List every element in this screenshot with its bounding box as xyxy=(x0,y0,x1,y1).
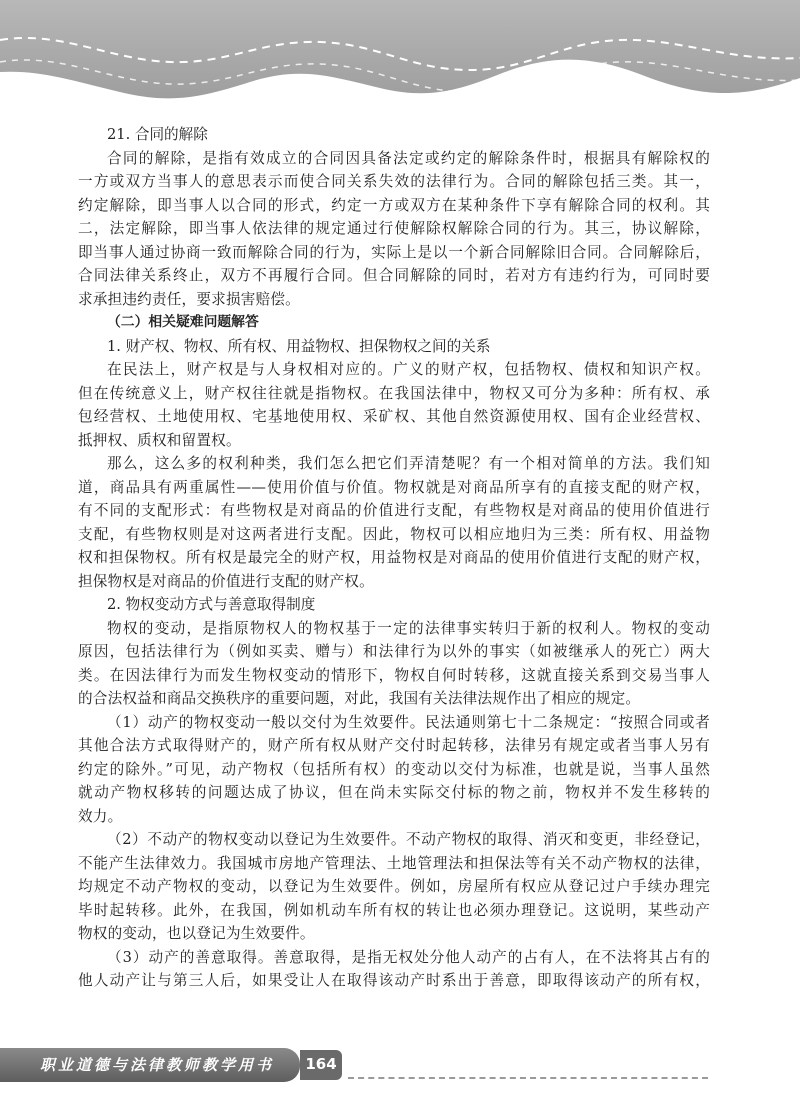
page-number-box xyxy=(300,1050,342,1080)
footer-dashed-divider xyxy=(348,1077,708,1079)
section-21-heading: 21. 合同的解除 xyxy=(107,126,208,143)
text-line: 类。在因法律行为而发生物权变动的情形下，物权自何时转移，这就直接关系到交易当事人 xyxy=(78,666,710,684)
text-line: 抵押权、质权和留置权。 xyxy=(78,431,241,449)
text-line: 道，商品具有两重属性——使用价值与价值。物权就是对商品所享有的直接支配的财产权， xyxy=(78,478,710,496)
text-line: 担保物权是对商品的价值进行支配的财产权。 xyxy=(78,572,374,590)
section-21-paragraph xyxy=(78,147,710,312)
question-2-paragraph-2 xyxy=(78,711,710,829)
question-2-heading: 2. 物权变动方式与善意取得制度 xyxy=(107,596,316,613)
text-line: （1）动产的物权变动一般以交付为生效要件。民法通则第七十二条规定：“按照合同或者 xyxy=(107,713,710,731)
question-1-paragraph-2 xyxy=(78,452,710,593)
part-2-heading: （二）相关疑难问题解答 xyxy=(107,314,259,330)
text-line: 权和担保物权。所有权是最完全的财产权，用益物权是对商品的使用价值进行支配的财产权， xyxy=(78,549,710,566)
text-line: 原因，包括法律行为（例如买卖、赠与）和法律行为以外的事实（如被继承人的死亡）两大 xyxy=(78,643,710,660)
text-line: 在民法上，财产权是与人身权相对应的。广义的财产权，包括物权、债权和知识产权。 xyxy=(107,361,710,378)
text-line: 就动产物权移转的问题达成了协议，但在尚未实际交付标的物之前，物权并不发生移转的 xyxy=(78,784,710,801)
question-1-heading: 1. 财产权、物权、所有权、用益物权、担保物权之间的关系 xyxy=(107,337,491,355)
text-line: 合同的解除，是指有效成立的合同因具备法定或约定的解除条件时，根据具有解除权的 xyxy=(107,149,710,167)
question-2-paragraph-3 xyxy=(78,828,710,946)
text-line: 均规定不动产物权的变动，以登记为生效要件。例如，房屋所有权应从登记过户手续办理完 xyxy=(78,878,710,895)
text-line: 二，法定解除，即当事人依法律的规定通过行使解除权解除合同的行为。其三，协议解除， xyxy=(78,220,710,237)
text-line: 即当事人通过协商一致而解除合同的行为，实际上是以一个新合同解除旧合同。合同解除后， xyxy=(78,243,710,261)
question-1-paragraph-1 xyxy=(78,358,710,452)
text-line: 不能产生法律效力。我国城市房地产管理法、土地管理法和担保法等有关不动产物权的法律， xyxy=(78,854,710,872)
text-line: 但在传统意义上，财产权往往就是指物权。在我国法律中，物权又可分为多种：所有权、承 xyxy=(78,384,710,402)
text-line: 求承担违约责任，要求损害赔偿。 xyxy=(78,290,300,308)
text-line: 物权的变动，是指原物权人的物权基于一定的法律事实转归于新的权利人。物权的变动 xyxy=(107,619,710,637)
footer-title-tab xyxy=(0,1048,300,1082)
text-line: 支配，有些物权则是对这两者进行支配。因此，物权可以相应地归为三类：所有权、用益物 xyxy=(78,525,710,543)
text-line: 毕时起转移。此外，在我国，例如机动车所有权的转让也必须办理登记。这说明，某些动产 xyxy=(78,901,710,919)
header-wave-banner xyxy=(0,0,800,120)
text-line: 那么，这么多的权利种类，我们怎么把它们弄清楚呢？有一个相对简单的方法。我们知 xyxy=(107,455,710,472)
question-2-paragraph-1 xyxy=(78,617,710,711)
text-line: 的合法权益和商品交换秩序的重要问题，对此，我国有关法律法规作出了相应的规定。 xyxy=(78,690,641,707)
book-title: 职业道德与法律教师教学用书 xyxy=(40,1056,275,1074)
text-line: 约定的除外。”可见，动产物权（包括所有权）的变动以交付为标准，也就是说，当事人虽然 xyxy=(78,760,710,778)
text-line: 其他合法方式取得财产的，财产所有权从财产交付时起转移，法律另有规定或者当事人另有 xyxy=(78,737,710,754)
page-body xyxy=(78,123,710,993)
text-line: （2）不动产的物权变动以登记为生效要件。不动产物权的取得、消灭和变更，非经登记， xyxy=(107,831,710,848)
text-line: 他人动产让与第三人后，如果受让人在取得该动产时系出于善意，即取得该动产的所有权， xyxy=(78,972,710,989)
text-line: 一方或双方当事人的意思表示而使合同关系失效的法律行为。合同的解除包括三类。其一， xyxy=(78,173,710,190)
text-line: 有不同的支配形式：有些物权是对商品的价值进行支配，有些物权是对商品的使用价值进行 xyxy=(78,502,710,519)
question-2-paragraph-4 xyxy=(78,946,710,993)
text-line: 效力。 xyxy=(78,807,123,825)
text-line: 约定解除，即当事人以合同的形式，约定一方或双方在某种条件下享有解除合同的权利。其 xyxy=(78,196,710,214)
text-line: （3）动产的善意取得。善意取得，是指无权处分他人动产的占有人，在不法将其占有的 xyxy=(107,948,710,966)
page-footer xyxy=(0,1048,800,1088)
text-line: 物权的变动，也以登记为生效要件。 xyxy=(78,925,315,942)
text-line: 合同法律关系终止，双方不再履行合同。但合同解除的同时，若对方有违约行为，可同时要 xyxy=(78,267,710,284)
page-number: 164 xyxy=(305,1055,337,1073)
text-line: 包经营权、土地使用权、宅基地使用权、采矿权、其他自然资源使用权、国有企业经营权、 xyxy=(78,408,710,425)
